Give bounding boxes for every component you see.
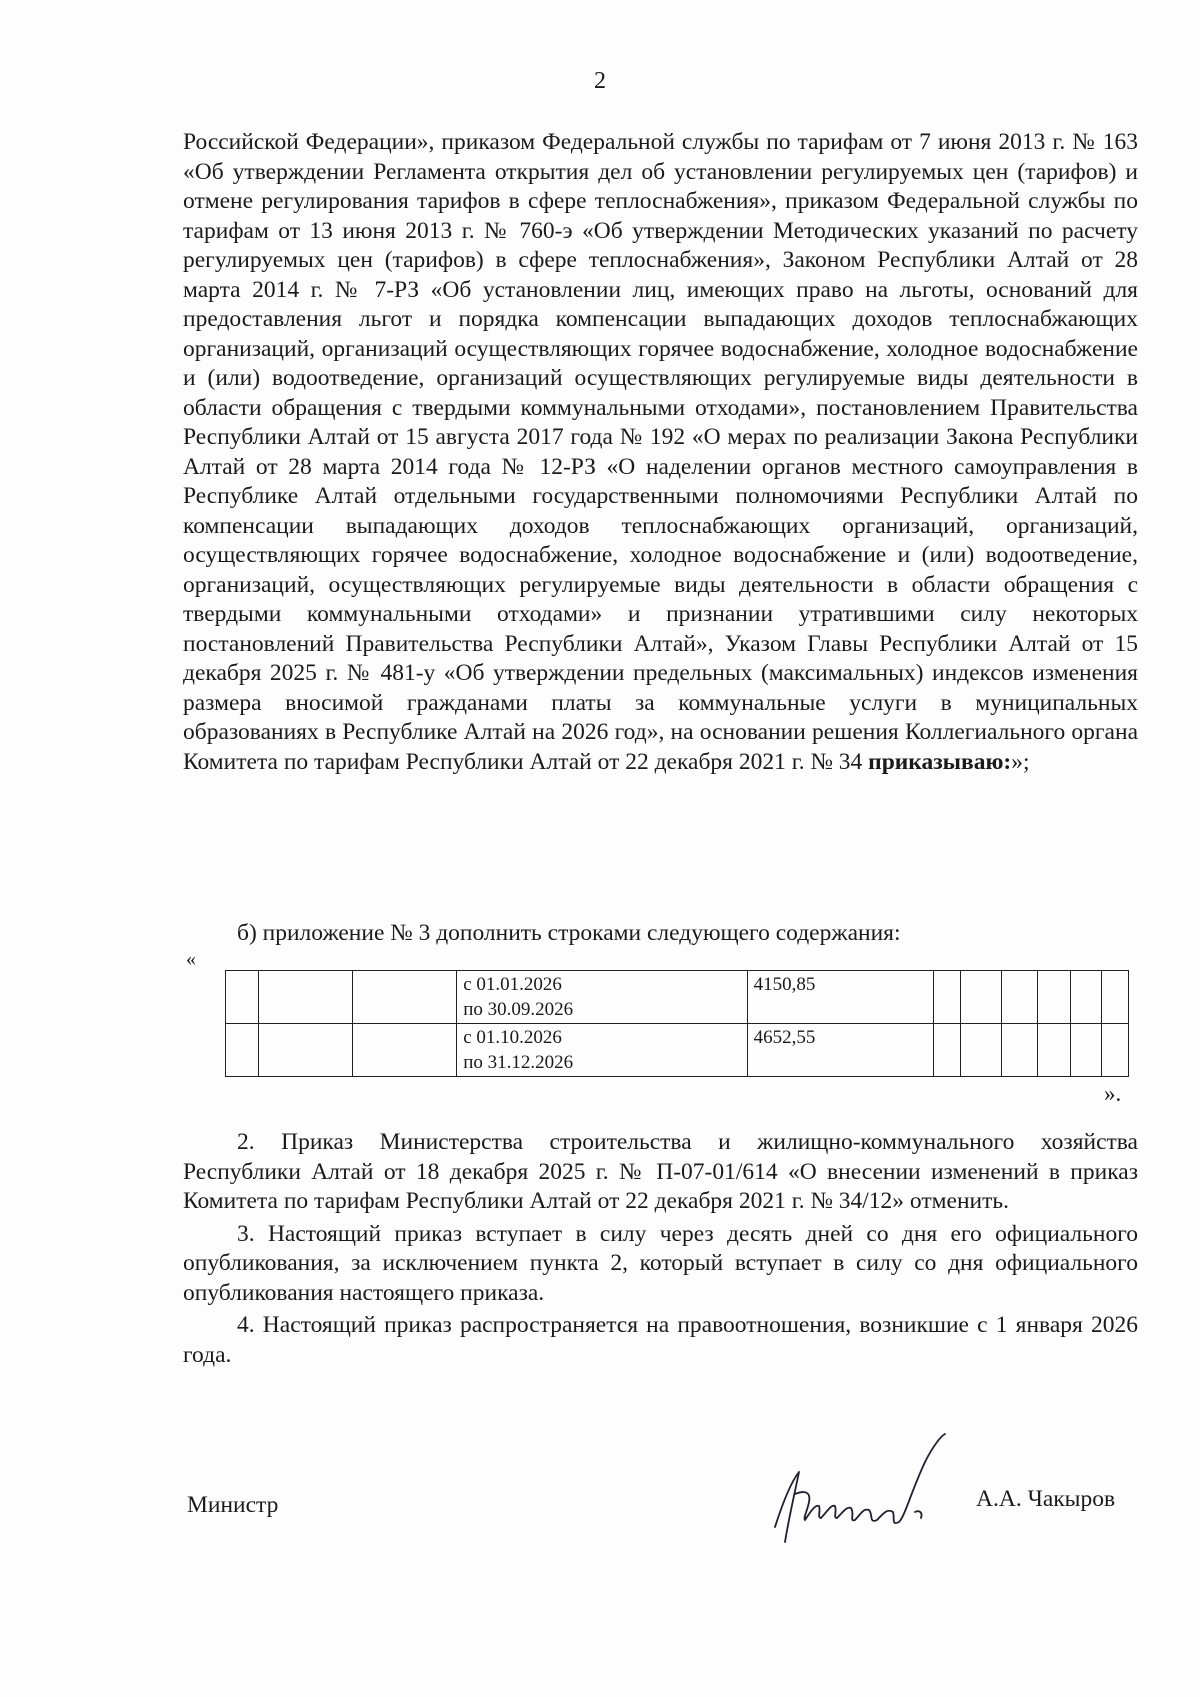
section-3: 3. Настоящий приказ вступает в силу через десять дней со дня его официального опубликования, за исключением пункта 2, который вступает в силу со дня официального опубликования настоящего приказа.	[183, 1220, 1138, 1306]
empty-cell	[961, 1024, 1002, 1077]
empty-cell	[933, 1024, 960, 1077]
empty-cell	[258, 1024, 352, 1077]
empty-cell	[1001, 1024, 1037, 1077]
section-2: 2. Приказ Министерства строительства и жилищно-коммунального хозяйства Республики Алтай от 18 декабря 2025 г. № П-07-01/614 «О внесении изменений в приказ Комитета по тарифам Республики Алтай от 22 декабря 2021 г. № 34/12» отменить.	[183, 1129, 1138, 1214]
item-b-text: б) приложение № 3 дополнить строками следующего содержания:	[237, 920, 901, 946]
empty-cell	[353, 971, 457, 1024]
empty-cell	[1101, 1024, 1128, 1077]
close-quote: ».	[1104, 1081, 1122, 1106]
signatory-name: А.А. Чакыров	[976, 1486, 1116, 1512]
empty-cell	[1070, 1024, 1101, 1077]
handwritten-signature	[765, 1432, 965, 1562]
value-cell: 4150,85	[747, 971, 933, 1024]
table-row	[226, 1024, 1129, 1077]
empty-cell	[1070, 971, 1101, 1024]
empty-cell	[933, 971, 960, 1024]
preamble-text: Российской Федерации», приказом Федеральной службы по тарифам от 7 июня 2013 г. № 163 «Об утверждении Регламента открытия дел об установлении регулируемых цен (тарифов) и отмене регулирования тарифов в сфере теплоснабжения», приказом Федеральной службы по тарифам от 13 июня 2013 г. № 760-э «Об утверждении Методических указаний по расчету регулируемых цен (тарифов) в сфере теплоснабжения», Законом Республики Алтай от 28 марта 2014 г. № 7-РЗ «Об установлении лиц, имеющих право на льготы, оснований для предоставления льгот и порядка компенсации выпадающих доходов теплоснабжающих организаций, организаций осуществляющих горячее водоснабжение, холодное водоснабжение и (или) водоотведение, организаций осуществляющих регулируемые виды деятельности в области обращения с твердыми коммунальными отходами», постановлением Правительства Республики Алтай от 15 августа 2017 года № 192 «О мерах по реализации Закона Республики Алтай от 28 марта 2014 года № 12-РЗ «О наделении органов местного самоуправления в Республике Алтай отдельными государственными полномочиями Республики Алтай по компенсации выпадающих доходов теплоснабжающих организаций, организаций, осуществляющих горячее водоснабжение, холодное водоснабжение и (или) водоотведение, организаций, осуществляющих регулируемые виды деятельности в области обращения с твердыми коммунальными отходами» и признании утратившими силу некоторых постановлений Правительства Республики Алтай», Указом Главы Республики Алтай от 15 декабря 2025 г. № 481-у «Об утверждении предельных (максимальных) индексов изменения размера вносимой гражданами платы за коммунальные услуги в муниципальных образованиях в Республике Алтай на 2026 год», на основании решения Коллегиального органа Комитета по тарифам Республики Алтай от 22 декабря 2021 г. № 34	[183, 129, 1138, 775]
empty-cell	[1038, 971, 1071, 1024]
empty-cell	[226, 971, 259, 1024]
empty-cell	[1101, 971, 1128, 1024]
inserted-rows-table	[225, 970, 1129, 1077]
order-sections	[183, 1128, 1138, 1373]
order-keyword: приказываю:	[868, 748, 1012, 775]
empty-cell	[353, 1024, 457, 1077]
preamble-paragraph	[183, 128, 1138, 777]
value-cell: 4652,55	[747, 1024, 933, 1077]
table-row	[226, 971, 1129, 1024]
preamble-tail: »;	[1011, 748, 1030, 775]
empty-cell	[961, 971, 1002, 1024]
open-quote: «	[186, 948, 196, 970]
empty-cell	[258, 971, 352, 1024]
empty-cell	[1038, 1024, 1071, 1077]
signatory-position: Министр	[187, 1492, 279, 1518]
empty-cell	[1001, 971, 1037, 1024]
period-cell: с 01.01.2026 по 30.09.2026	[457, 971, 747, 1024]
section-4: 4. Настоящий приказ распространяется на правоотношения, возникшие с 1 января 2026 года.	[183, 1312, 1138, 1368]
empty-cell	[226, 1024, 259, 1077]
page-number: 2	[594, 68, 606, 94]
period-cell: с 01.10.2026 по 31.12.2026	[457, 1024, 747, 1077]
